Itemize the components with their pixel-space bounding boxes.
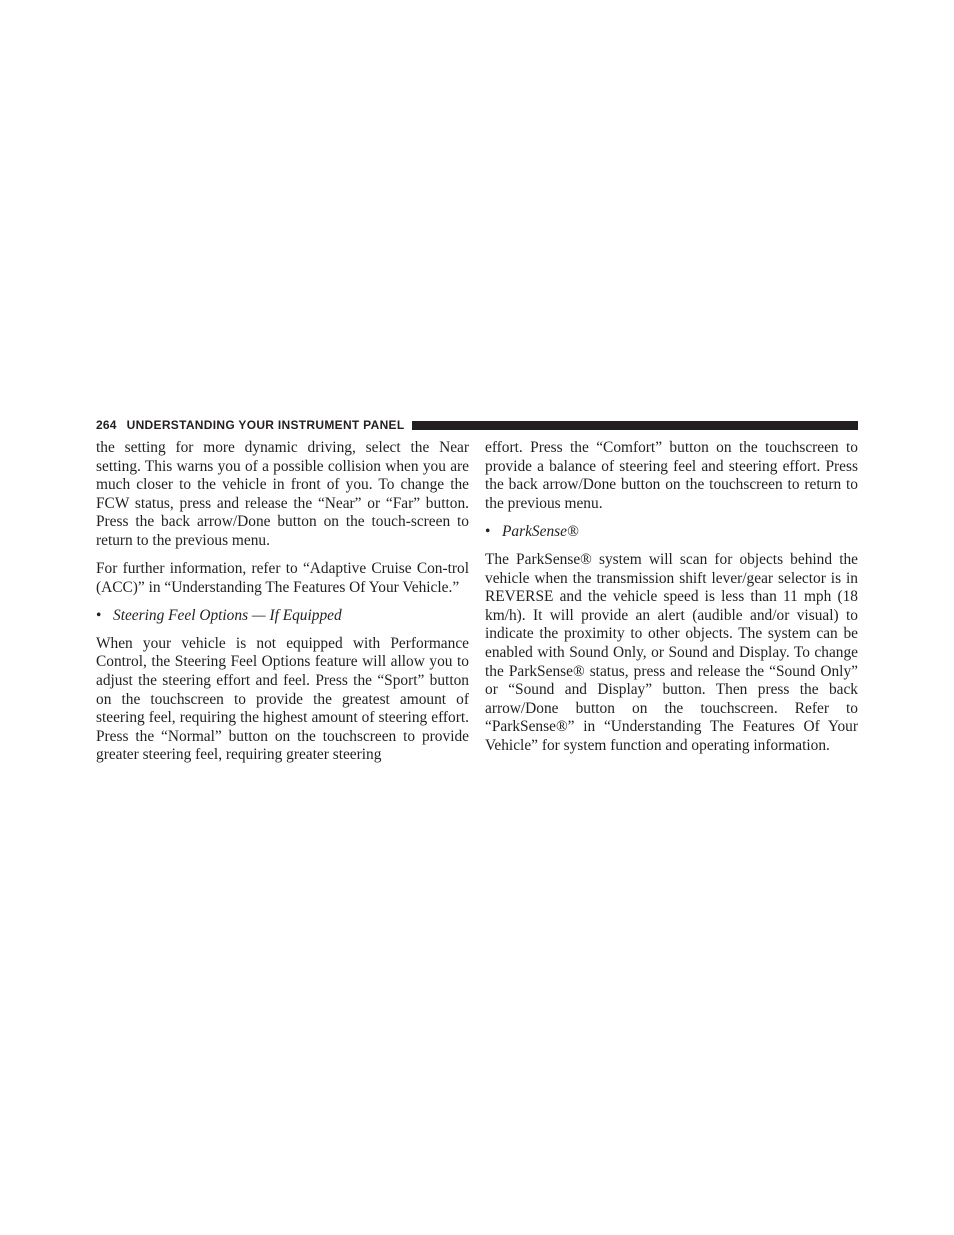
steering-feel-continued-paragraph: effort. Press the “Comfort” button on the touchscreen to provide a balance of steering feel and steering effort. Press the back arrow/Done button on the touchscreen to return to the previous menu.	[485, 439, 858, 512]
bullet-dot: •	[96, 606, 102, 624]
right-column	[485, 439, 858, 765]
parksense-paragraph: The ParkSense® system will scan for objects behind the vehicle when the transmission shift lever/gear selector is in REVERSE and the vehicle speed is less than 11 mph (18 km/h). It will provide an alert (audible and/or visual) to indicate the proximity to other objects. The system can be enabled with Sound Only, or Sound and Display. To change the ParkSense® status, press and release the “Sound Only” or “Sound and Display” button. Then press the back arrow/Done button on the touchscreen. Refer to “ParkSense®” in “Understanding The Features Of Your Vehicle” for system function and operating information.	[485, 550, 858, 754]
header-rule	[412, 421, 858, 430]
page-header	[96, 417, 858, 433]
left-column	[96, 439, 469, 775]
fcw-paragraph: the setting for more dynamic driving, select the Near setting. This warns you of a possible collision when you are much closer to the vehicle in front of you. To change the FCW status, press and release the “Near” or “Far” button. Press the back arrow/Done button on the touch-screen to return to the previous menu.	[96, 439, 469, 549]
section-title: UNDERSTANDING YOUR INSTRUMENT PANEL	[126, 418, 405, 432]
bullet-parksense-label: ParkSense®	[502, 522, 579, 540]
bullet-parksense	[485, 523, 858, 542]
page-number: 264	[96, 418, 117, 432]
acc-reference-paragraph: For further information, refer to “Adaptive Cruise Con-trol (ACC)” in “Understanding The Features Of Your Vehicle.”	[96, 560, 469, 596]
bullet-steering-feel	[96, 607, 469, 626]
bullet-steering-feel-label: Steering Feel Options — If Equipped	[113, 606, 342, 624]
bullet-dot: •	[485, 522, 491, 540]
steering-feel-paragraph: When your vehicle is not equipped with Performance Control, the Steering Feel Options feature will allow you to adjust the steering effort and feel. Press the “Sport” button on the touchscreen to provide the greatest amount of steering feel, requiring the highest amount of steering effort. Press the “Normal” button on the touchscreen to provide greater steering feel, requiring greater steering	[96, 634, 469, 764]
